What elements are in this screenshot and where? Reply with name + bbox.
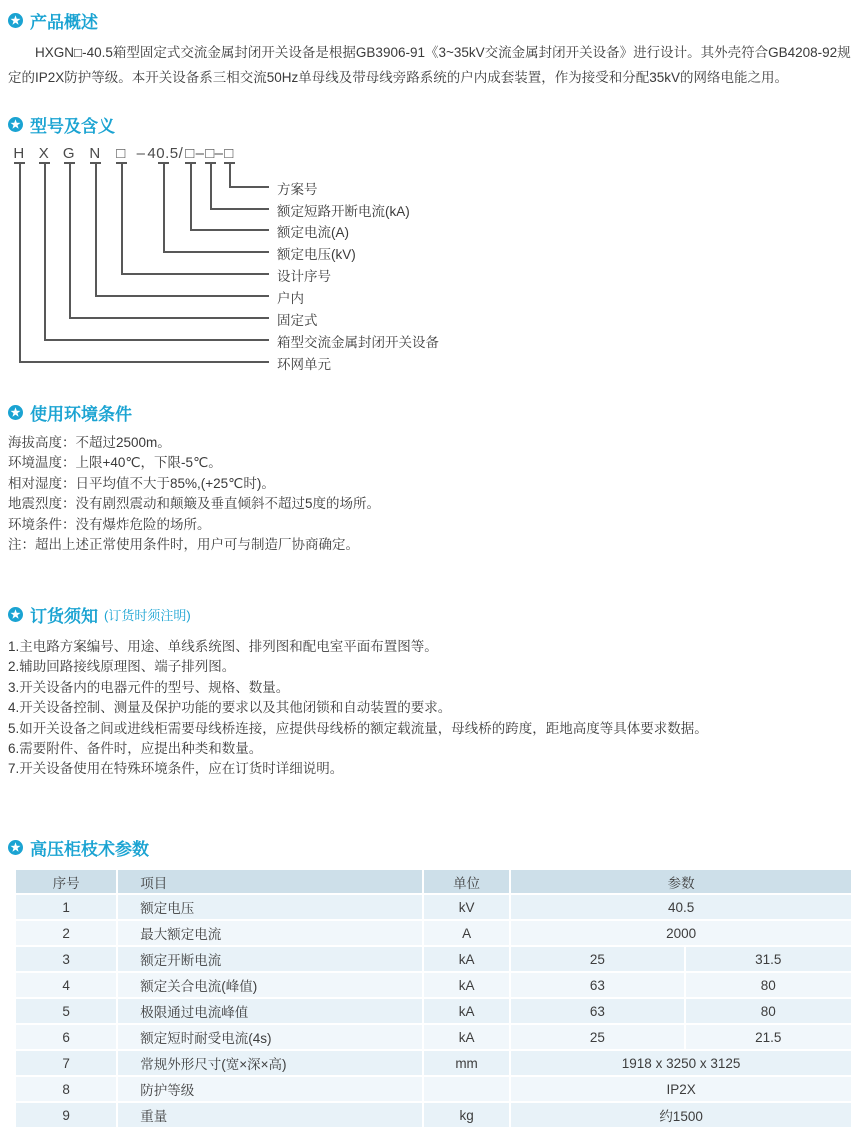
model-symbol: – bbox=[195, 145, 205, 162]
table-cell: kg bbox=[424, 1103, 509, 1127]
model-symbol: / bbox=[178, 145, 184, 162]
table-cell: 1918 x 3250 x 3125 bbox=[511, 1051, 851, 1075]
ordering-items bbox=[8, 637, 861, 780]
environment-line: 海拔高度：不超过2500m。 bbox=[8, 435, 171, 450]
table-cell: 约1500 bbox=[511, 1103, 851, 1127]
diagram-line bbox=[69, 164, 71, 317]
diagram-line bbox=[95, 295, 269, 297]
table-cell: 63 bbox=[511, 973, 683, 997]
table-cell: kV bbox=[424, 895, 509, 919]
model-symbol: □ bbox=[224, 145, 234, 162]
table-cell: 额定关合电流(峰值) bbox=[118, 973, 422, 997]
table-cell: 31.5 bbox=[686, 947, 851, 971]
model-symbol: □ bbox=[116, 145, 126, 162]
diagram-line bbox=[69, 317, 269, 319]
table-row bbox=[16, 999, 851, 1023]
section-star-icon bbox=[8, 607, 23, 622]
section-star-icon bbox=[8, 117, 23, 132]
section-star-icon bbox=[8, 13, 23, 28]
environment-line: 环境温度：上限+40℃，下限-5℃。 bbox=[8, 455, 222, 471]
table-cell: IP2X bbox=[511, 1077, 851, 1101]
model-diagram bbox=[6, 145, 606, 377]
table-cell: 常规外形尺寸(宽×深×高) bbox=[118, 1051, 422, 1075]
table-cell: 25 bbox=[511, 947, 683, 971]
table-cell: 2000 bbox=[511, 921, 851, 945]
environment-section-header bbox=[8, 400, 132, 425]
diagram-line bbox=[163, 164, 165, 251]
diagram-line bbox=[19, 361, 269, 363]
section-star-icon bbox=[8, 405, 23, 420]
table-cell: 3 bbox=[16, 947, 116, 971]
environment-section-title: 使用环境条件 bbox=[30, 405, 132, 424]
table-row bbox=[16, 1077, 851, 1101]
table-cell: 额定电压 bbox=[118, 895, 422, 919]
overview-paragraph: HXGN□-40.5箱型固定式交流金属封闭开关设备是根据GB3906-91《3~35kV交流金属封闭开关设备》进行设计。其外壳符合GB4208-92规定的IP2X防护等级。本开关设备系三相交流50Hz单母线及带母线旁路系统的户内成套装置，作为接受和分配35kV的网络电能之用。 bbox=[8, 45, 851, 85]
diagram-line bbox=[121, 164, 123, 273]
ordering-item: 1.主电路方案编号、用途、单线系统图、排列图和配电室平面布置图等。 bbox=[8, 639, 438, 654]
model-symbol: H bbox=[13, 145, 25, 162]
diagram-line bbox=[163, 251, 269, 253]
model-label: 户内 bbox=[277, 291, 304, 306]
model-label: 额定电压(kV) bbox=[277, 247, 356, 262]
diagram-line bbox=[121, 273, 269, 275]
model-label: 额定电流(A) bbox=[277, 225, 349, 240]
model-symbol: □ bbox=[185, 145, 195, 162]
table-cell: 极限通过电流峰值 bbox=[118, 999, 422, 1023]
overview-section-title: 产品概述 bbox=[30, 13, 98, 32]
ordering-item: 6.需要附件、备件时，应提出种类和数量。 bbox=[8, 741, 263, 757]
parameters-section-header bbox=[8, 835, 149, 860]
table-row bbox=[16, 947, 851, 971]
table-cell: kA bbox=[424, 973, 509, 997]
table-cell: mm bbox=[424, 1051, 509, 1075]
table-cell: 80 bbox=[686, 973, 851, 997]
model-symbol: – bbox=[214, 145, 224, 162]
model-symbol: N bbox=[89, 145, 101, 162]
table-cell: 63 bbox=[511, 999, 683, 1023]
diagram-line bbox=[190, 164, 192, 229]
diagram-line bbox=[44, 164, 46, 339]
table-row bbox=[16, 1103, 851, 1127]
table-cell: 6 bbox=[16, 1025, 116, 1049]
model-symbol: 40.5 bbox=[147, 145, 179, 162]
diagram-line bbox=[229, 164, 231, 186]
model-section-title: 型号及含义 bbox=[30, 117, 115, 136]
model-section-header bbox=[8, 112, 115, 137]
table-cell: 2 bbox=[16, 921, 116, 945]
model-symbol: – bbox=[136, 145, 146, 162]
model-label: 固定式 bbox=[277, 313, 318, 328]
environment-lines bbox=[8, 433, 861, 555]
table-cell: kA bbox=[424, 999, 509, 1023]
environment-line: 相对湿度：日平均值不大于85%,(+25℃时)。 bbox=[8, 475, 275, 491]
table-cell: 重量 bbox=[118, 1103, 422, 1127]
environment-line: 地震烈度：没有剧烈震动和颠簸及垂直倾斜不超过5度的场所。 bbox=[8, 496, 381, 512]
table-cell bbox=[424, 1077, 509, 1101]
ordering-section-header bbox=[8, 602, 191, 627]
table-cell: 40.5 bbox=[511, 895, 851, 919]
table-cell: 8 bbox=[16, 1077, 116, 1101]
ordering-item: 7.开关设备使用在特殊环境条件，应在订货时详细说明。 bbox=[8, 761, 344, 777]
table-cell: 80 bbox=[686, 999, 851, 1023]
table-cell: 5 bbox=[16, 999, 116, 1023]
diagram-line bbox=[44, 339, 269, 341]
model-label: 箱型交流金属封闭开关设备 bbox=[277, 335, 439, 350]
diagram-line bbox=[210, 164, 212, 208]
model-label: 设计序号 bbox=[277, 269, 331, 284]
model-label: 环网单元 bbox=[277, 357, 331, 372]
table-cell: 9 bbox=[16, 1103, 116, 1127]
ordering-item: 2.辅助回路接线原理图、端子排列图。 bbox=[8, 659, 236, 675]
table-cell: kA bbox=[424, 1025, 509, 1049]
table-cell: 4 bbox=[16, 973, 116, 997]
parameters-table bbox=[14, 868, 853, 1129]
model-symbol: G bbox=[62, 145, 76, 162]
environment-line: 注：超出上述正常使用条件时，用户可与制造厂协商确定。 bbox=[8, 537, 359, 553]
table-header-cell: 参数 bbox=[511, 870, 851, 893]
diagram-line bbox=[229, 186, 269, 188]
table-row bbox=[16, 973, 851, 997]
table-header-cell: 序号 bbox=[16, 870, 116, 893]
table-cell: 额定短时耐受电流(4s) bbox=[118, 1025, 422, 1049]
model-symbol: □ bbox=[205, 145, 215, 162]
table-cell: 额定开断电流 bbox=[118, 947, 422, 971]
ordering-item: 3.开关设备内的电器元件的型号、规格、数量。 bbox=[8, 679, 290, 695]
diagram-line bbox=[210, 208, 269, 210]
table-cell: 1 bbox=[16, 895, 116, 919]
table-row bbox=[16, 895, 851, 919]
ordering-section-title: 订货须知 bbox=[30, 607, 98, 626]
ordering-item: 4.开关设备控制、测量及保护功能的要求以及其他闭锁和自动装置的要求。 bbox=[8, 700, 452, 716]
table-cell: 防护等级 bbox=[118, 1077, 422, 1101]
parameters-section-title: 高压柜枝术参数 bbox=[30, 840, 149, 859]
table-row bbox=[16, 921, 851, 945]
diagram-line bbox=[19, 164, 21, 361]
model-label: 方案号 bbox=[277, 182, 318, 197]
table-header-cell: 单位 bbox=[424, 870, 509, 893]
section-star-icon bbox=[8, 840, 23, 855]
model-symbol: X bbox=[38, 145, 50, 162]
table-cell: 21.5 bbox=[686, 1025, 851, 1049]
table-row bbox=[16, 1051, 851, 1075]
table-header-row bbox=[16, 870, 851, 893]
table-cell: kA bbox=[424, 947, 509, 971]
diagram-line bbox=[95, 164, 97, 295]
ordering-section-subtitle: (订货时须注明) bbox=[104, 608, 191, 623]
table-cell: 7 bbox=[16, 1051, 116, 1075]
overview-section-header bbox=[8, 8, 98, 33]
ordering-item: 5.如开关设备之间或进线柜需要母线桥连接，应提供母线桥的额定载流量，母线桥的跨度，距地高度等具体要求数据。 bbox=[8, 720, 708, 736]
table-cell: A bbox=[424, 921, 509, 945]
table-cell: 最大额定电流 bbox=[118, 921, 422, 945]
environment-line: 环境条件：没有爆炸危险的场所。 bbox=[8, 516, 211, 532]
table-header-cell: 项目 bbox=[118, 870, 422, 893]
model-label: 额定短路开断电流(kA) bbox=[277, 204, 410, 219]
table-row bbox=[16, 1025, 851, 1049]
table-cell: 25 bbox=[511, 1025, 683, 1049]
diagram-line bbox=[190, 229, 269, 231]
